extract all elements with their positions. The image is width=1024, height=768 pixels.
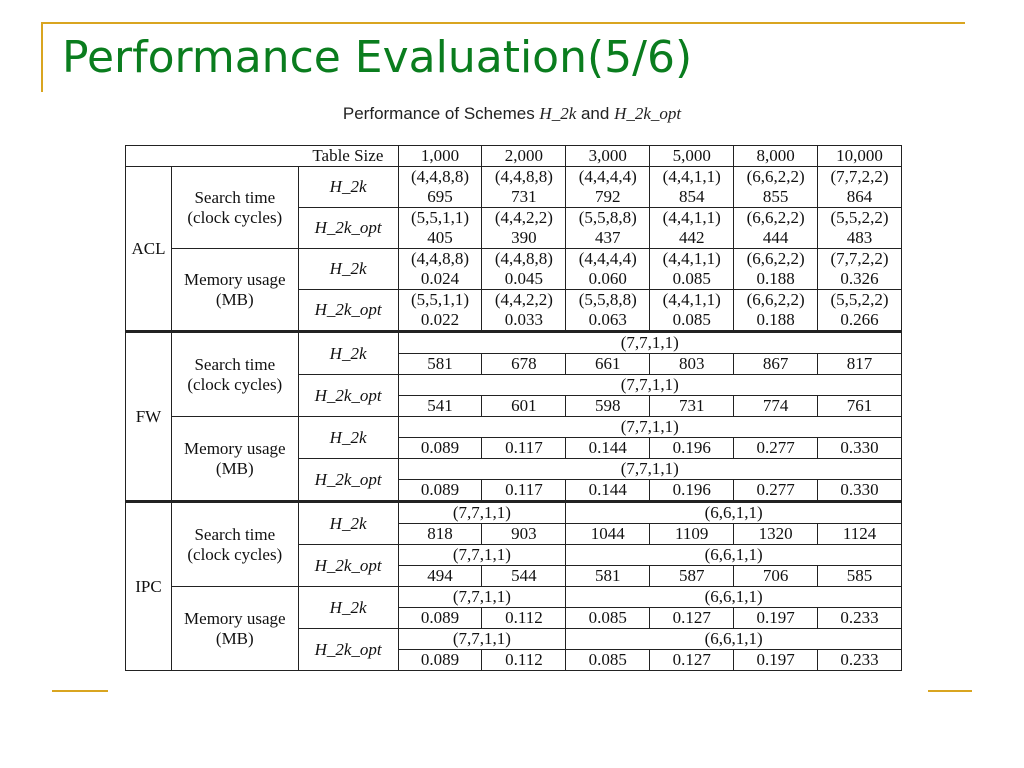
param-text: (4,4,2,2) <box>494 208 553 227</box>
top-rule <box>41 22 965 24</box>
bottom-rule-left <box>52 690 108 692</box>
value-cell <box>398 167 482 208</box>
param-cell: (6,6,1,1) <box>566 587 902 608</box>
param-text: (5,5,2,2) <box>830 290 889 309</box>
value-cell: 0.112 <box>482 608 566 629</box>
value-cell: 0.330 <box>818 438 902 459</box>
param-cell: (6,6,1,1) <box>566 629 902 650</box>
value-cell <box>482 249 566 290</box>
value-text: 0.188 <box>756 310 795 329</box>
value-text: 0.022 <box>420 310 460 329</box>
param-text: (5,5,1,1) <box>410 290 470 309</box>
value-cell: 803 <box>650 354 734 375</box>
metric-label: Memory usage (MB) <box>171 249 298 332</box>
value-cell <box>566 167 650 208</box>
value-cell <box>650 249 734 290</box>
value-cell: 817 <box>818 354 902 375</box>
value-cell <box>734 167 818 208</box>
value-cell: 0.089 <box>398 650 482 671</box>
scheme-label: H_2k_opt <box>298 459 398 502</box>
header-label: Table Size <box>298 146 398 167</box>
section-label: IPC <box>126 502 172 671</box>
value-cell <box>482 167 566 208</box>
value-text: 0.188 <box>756 269 795 288</box>
value-text: 390 <box>511 228 537 247</box>
metric-label: Memory usage (MB) <box>171 417 298 502</box>
param-cell: (6,6,1,1) <box>566 502 902 524</box>
param-cell: (7,7,1,1) <box>398 629 566 650</box>
value-cell: 1109 <box>650 524 734 545</box>
param-text: (4,4,4,4) <box>578 249 637 268</box>
value-cell <box>734 290 818 332</box>
value-text: 0.085 <box>672 310 711 329</box>
section-label: FW <box>126 332 172 502</box>
value-cell: 0.127 <box>650 650 734 671</box>
scheme-label: H_2k <box>298 502 398 545</box>
value-text: 0.060 <box>588 269 627 288</box>
param-text: (6,6,2,2) <box>746 167 805 186</box>
value-cell: 0.127 <box>650 608 734 629</box>
value-cell: 0.089 <box>398 608 482 629</box>
caption-scheme-1: H_2k <box>539 104 577 123</box>
value-cell: 903 <box>482 524 566 545</box>
value-cell <box>818 249 902 290</box>
param-text: (6,6,2,2) <box>746 208 805 227</box>
value-cell: 601 <box>482 396 566 417</box>
param-text: (5,5,1,1) <box>410 208 470 227</box>
value-text: 0.045 <box>504 269 544 288</box>
param-cell: (7,7,1,1) <box>398 332 901 354</box>
value-text: 0.063 <box>588 310 627 329</box>
size-header: 2,000 <box>482 146 566 167</box>
metric-label: Memory usage (MB) <box>171 587 298 671</box>
value-cell: 867 <box>734 354 818 375</box>
value-text: 442 <box>678 228 705 247</box>
param-text: (6,6,2,2) <box>746 249 805 268</box>
value-cell: 0.089 <box>398 480 482 502</box>
scheme-label: H_2k_opt <box>298 375 398 417</box>
value-cell <box>398 249 482 290</box>
value-cell <box>650 290 734 332</box>
param-cell: (7,7,1,1) <box>398 587 566 608</box>
value-text: 864 <box>846 187 873 206</box>
param-text: (5,5,8,8) <box>578 290 637 309</box>
param-text: (6,6,2,2) <box>746 290 805 309</box>
value-text: 0.033 <box>504 310 544 329</box>
value-cell <box>818 167 902 208</box>
value-cell: 544 <box>482 566 566 587</box>
param-row <box>126 502 902 524</box>
param-text: (4,4,1,1) <box>662 249 721 268</box>
header-row <box>126 146 902 167</box>
size-header: 3,000 <box>566 146 650 167</box>
size-header: 5,000 <box>650 146 734 167</box>
header-blank <box>126 146 299 167</box>
param-cell: (7,7,1,1) <box>398 375 901 396</box>
table-body <box>126 146 902 671</box>
param-text: (4,4,8,8) <box>494 167 553 186</box>
param-text: (7,7,2,2) <box>830 167 889 186</box>
scheme-label: H_2k_opt <box>298 290 398 332</box>
scheme-label: H_2k_opt <box>298 208 398 249</box>
value-cell <box>818 290 902 332</box>
bottom-rule-right <box>928 690 972 692</box>
value-text: 792 <box>595 187 621 206</box>
left-rule <box>41 22 43 92</box>
value-cell: 0.197 <box>734 650 818 671</box>
value-cell: 581 <box>566 566 650 587</box>
value-cell: 818 <box>398 524 482 545</box>
value-cell: 0.197 <box>734 608 818 629</box>
performance-table <box>125 145 902 671</box>
section-label: ACL <box>126 167 172 332</box>
value-cell <box>650 208 734 249</box>
param-row <box>126 417 902 438</box>
value-text: 854 <box>678 187 705 206</box>
value-cell: 0.196 <box>650 438 734 459</box>
scheme-label: H_2k <box>298 332 398 375</box>
param-text: (4,4,8,8) <box>410 167 470 186</box>
value-cell: 0.277 <box>734 480 818 502</box>
value-cell <box>734 249 818 290</box>
param-text: (4,4,8,8) <box>410 249 470 268</box>
data-row <box>126 167 902 208</box>
size-header: 1,000 <box>398 146 482 167</box>
value-text: 483 <box>846 228 873 247</box>
scheme-label: H_2k <box>298 249 398 290</box>
value-text: 0.326 <box>840 269 879 288</box>
value-cell <box>566 208 650 249</box>
value-cell: 0.085 <box>566 608 650 629</box>
value-cell: 587 <box>650 566 734 587</box>
param-cell: (7,7,1,1) <box>398 502 566 524</box>
value-cell: 706 <box>734 566 818 587</box>
value-cell: 0.330 <box>818 480 902 502</box>
value-cell: 494 <box>398 566 482 587</box>
caption-prefix: Performance of Schemes <box>342 104 540 123</box>
value-text: 731 <box>511 187 537 206</box>
size-header: 10,000 <box>818 146 902 167</box>
scheme-label: H_2k <box>298 587 398 629</box>
param-text: (5,5,8,8) <box>578 208 637 227</box>
value-cell: 731 <box>650 396 734 417</box>
param-cell: (6,6,1,1) <box>566 545 902 566</box>
value-cell <box>398 290 482 332</box>
value-text: 437 <box>595 228 621 247</box>
value-cell: 0.233 <box>818 650 902 671</box>
param-row <box>126 332 902 354</box>
value-cell <box>566 290 650 332</box>
value-cell: 661 <box>566 354 650 375</box>
slide-title: Performance Evaluation(5/6) <box>62 32 693 83</box>
data-row <box>126 249 902 290</box>
value-cell: 678 <box>482 354 566 375</box>
value-cell: 0.277 <box>734 438 818 459</box>
metric-label: Search time (clock cycles) <box>171 502 298 587</box>
value-cell <box>734 208 818 249</box>
value-cell: 774 <box>734 396 818 417</box>
metric-label: Search time (clock cycles) <box>171 332 298 417</box>
value-cell: 0.117 <box>482 480 566 502</box>
value-cell: 585 <box>818 566 902 587</box>
value-text: 405 <box>427 228 453 247</box>
value-cell: 761 <box>818 396 902 417</box>
value-cell: 0.196 <box>650 480 734 502</box>
param-cell: (7,7,1,1) <box>398 417 901 438</box>
value-text: 444 <box>762 228 789 247</box>
param-text: (4,4,1,1) <box>662 167 721 186</box>
param-cell: (7,7,1,1) <box>398 545 566 566</box>
value-cell <box>818 208 902 249</box>
value-text: 0.024 <box>420 269 460 288</box>
param-text: (4,4,2,2) <box>494 290 553 309</box>
value-cell: 0.112 <box>482 650 566 671</box>
caption-and: and <box>576 104 615 123</box>
value-cell <box>566 249 650 290</box>
value-text: 855 <box>762 187 789 206</box>
param-text: (4,4,1,1) <box>662 290 721 309</box>
value-cell: 581 <box>398 354 482 375</box>
scheme-label: H_2k <box>298 417 398 459</box>
value-cell: 0.144 <box>566 438 650 459</box>
caption-scheme-2: H_2k_opt <box>614 104 682 123</box>
value-cell <box>482 208 566 249</box>
param-row <box>126 587 902 608</box>
scheme-label: H_2k_opt <box>298 629 398 671</box>
value-cell <box>482 290 566 332</box>
metric-label: Search time (clock cycles) <box>171 167 298 249</box>
table-caption <box>0 104 1024 124</box>
scheme-label: H_2k_opt <box>298 545 398 587</box>
value-text: 695 <box>427 187 453 206</box>
param-text: (4,4,1,1) <box>662 208 721 227</box>
param-text: (4,4,8,8) <box>494 249 553 268</box>
value-cell: 0.233 <box>818 608 902 629</box>
value-cell: 0.117 <box>482 438 566 459</box>
size-header: 8,000 <box>734 146 818 167</box>
param-text: (7,7,2,2) <box>830 249 889 268</box>
value-cell: 598 <box>566 396 650 417</box>
value-cell <box>398 208 482 249</box>
param-cell: (7,7,1,1) <box>398 459 901 480</box>
value-cell: 0.085 <box>566 650 650 671</box>
value-cell: 1320 <box>734 524 818 545</box>
scheme-label: H_2k <box>298 167 398 208</box>
value-text: 0.085 <box>672 269 711 288</box>
value-cell: 0.089 <box>398 438 482 459</box>
param-text: (4,4,4,4) <box>578 167 637 186</box>
value-cell: 1124 <box>818 524 902 545</box>
value-text: 0.266 <box>840 310 879 329</box>
value-cell: 541 <box>398 396 482 417</box>
value-cell <box>650 167 734 208</box>
value-cell: 0.144 <box>566 480 650 502</box>
value-cell: 1044 <box>566 524 650 545</box>
param-text: (5,5,2,2) <box>830 208 889 227</box>
